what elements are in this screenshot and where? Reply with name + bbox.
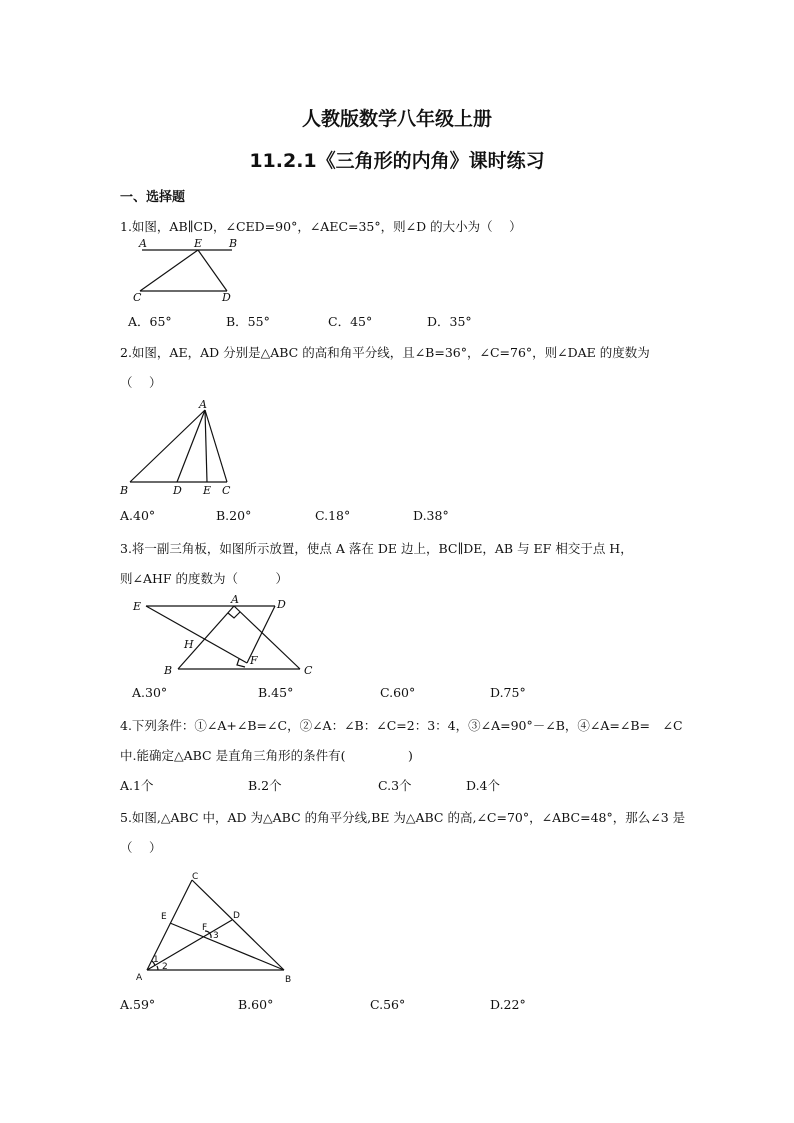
question-4-option-d[interactable]: D.4个 <box>466 778 501 793</box>
q5-label-c: C <box>192 872 199 882</box>
q5-label-2: 2 <box>162 962 168 972</box>
question-5-option-a[interactable]: A.59° <box>120 997 156 1012</box>
page-title: 人教版数学八年级上册 <box>301 108 492 130</box>
question-3-option-d[interactable]: D.75° <box>490 685 526 700</box>
q2-label-b: B <box>120 484 129 497</box>
question-3-text-cont: 则∠AHF 的度数为（ ） <box>120 571 289 586</box>
q5-label-3: 3 <box>213 931 219 941</box>
q5-label-f: F <box>202 923 208 933</box>
q3-label-a: A <box>231 593 239 606</box>
q2-label-e: E <box>203 484 212 497</box>
question-4-option-c[interactable]: C.3个 <box>378 778 412 793</box>
question-3-option-a[interactable]: A.30° <box>132 685 168 700</box>
q5-label-e: E <box>161 912 167 922</box>
question-3-text: 3.将一副三角板，如图所示放置，使点 A 落在 DE 边上，BC∥DE，AB 与 EF 相交于点 H， <box>120 541 633 556</box>
question-5-option-b[interactable]: B.60° <box>238 997 274 1012</box>
question-2-text: 2.如图，AE，AD 分别是△ABC 的高和角平分线，且∠B=36°，∠C=76°，则∠DAE 的度数为 <box>120 345 650 360</box>
question-2-option-d[interactable]: D.38° <box>413 508 449 523</box>
question-3-option-b[interactable]: B.45° <box>258 685 294 700</box>
question-2-option-a[interactable]: A.40° <box>120 508 156 523</box>
q3-label-c: C <box>304 664 313 677</box>
q3-label-b: B <box>164 664 173 677</box>
question-4-text-cont: 中.能确定△ABC 是直角三角形的条件有( ) <box>120 748 413 763</box>
question-1-option-b[interactable]: B．55° <box>226 314 270 329</box>
question-5-text-cont: （ ） <box>120 840 162 855</box>
question-5-option-d[interactable]: D.22° <box>490 997 526 1012</box>
question-4-text: 4.下列条件：①∠A+∠B=∠C，②∠A：∠B：∠C=2：3：4，③∠A=90°－∠B，④∠A=∠B= ∠C <box>120 718 683 733</box>
question-1-option-d[interactable]: D．35° <box>427 314 472 329</box>
q2-label-c: C <box>222 484 231 497</box>
q1-label-a: A <box>139 237 147 250</box>
q1-label-b: B <box>229 237 238 250</box>
question-5-option-c[interactable]: C.56° <box>370 997 406 1012</box>
q3-label-d: D <box>277 598 286 611</box>
q3-label-h: H <box>184 638 194 651</box>
question-2-option-c[interactable]: C.18° <box>315 508 351 523</box>
question-1-text: 1.如图，AB∥CD，∠CED=90°，∠AEC=35°，则∠D 的大小为（ ） <box>120 219 522 234</box>
question-4-option-b[interactable]: B.2个 <box>248 778 282 793</box>
question-2-text-cont: （ ） <box>120 375 162 390</box>
question-1-option-c[interactable]: C．45° <box>328 314 373 329</box>
q2-label-a: A <box>199 398 207 411</box>
q2-label-d: D <box>173 484 182 497</box>
q3-label-e: E <box>133 600 142 613</box>
question-1-option-a[interactable]: A．65° <box>128 314 172 329</box>
q1-label-c: C <box>133 291 142 304</box>
q5-label-d: D <box>233 911 240 921</box>
q1-label-e: E <box>194 237 203 250</box>
question-5-text: 5.如图,△ABC 中，AD 为△ABC 的角平分线,BE 为△ABC 的高,∠C=70°，∠ABC=48°，那么∠3 是 <box>120 810 686 825</box>
question-4-option-a[interactable]: A.1个 <box>120 778 154 793</box>
q5-label-a: A <box>136 973 143 983</box>
question-2-option-b[interactable]: B.20° <box>216 508 252 523</box>
page-subtitle: 11.2.1《三角形的内角》课时练习 <box>249 150 545 172</box>
question-3-option-c[interactable]: C.60° <box>380 685 416 700</box>
q3-label-f: F <box>250 654 258 667</box>
q5-label-1: 1 <box>153 955 159 965</box>
q5-label-b: B <box>285 975 292 985</box>
section-heading: 一、选择题 <box>120 190 186 205</box>
q1-label-d: D <box>222 291 231 304</box>
